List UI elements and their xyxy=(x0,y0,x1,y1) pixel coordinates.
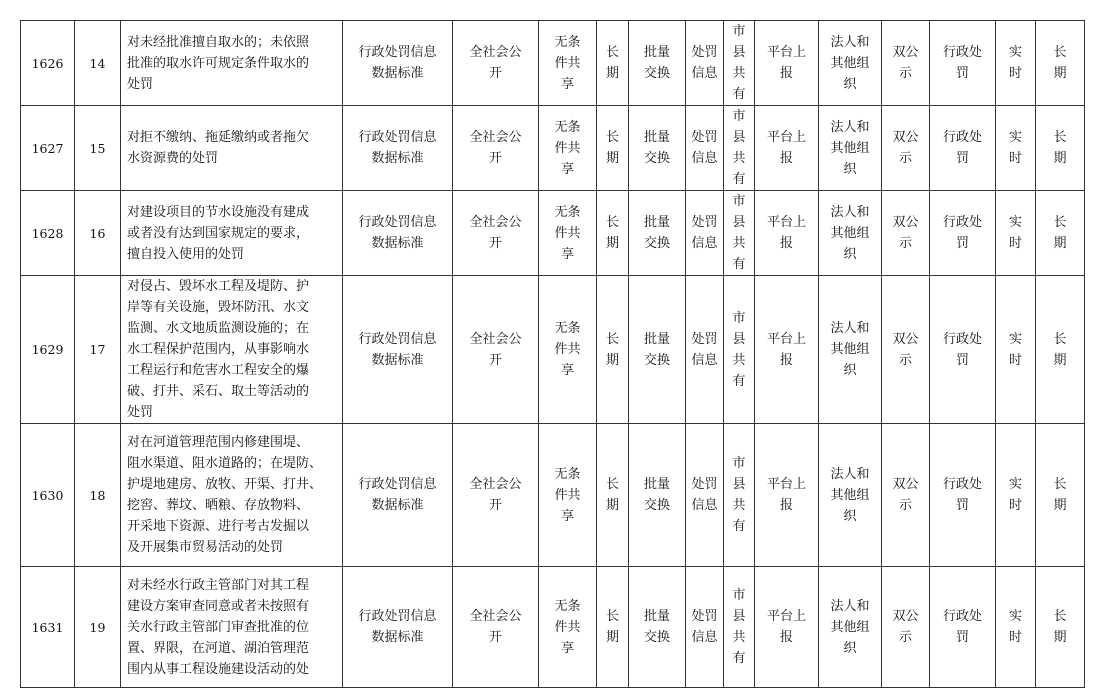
owner-cell: 市 县 共 有 xyxy=(724,191,755,276)
publicity-cell: 双公 示 xyxy=(882,191,930,276)
frequency-cell: 实 时 xyxy=(996,276,1036,424)
share-cell: 无条 件共 享 xyxy=(539,106,597,191)
owner-cell: 市 县 共 有 xyxy=(724,567,755,688)
standard-cell: 行政处罚信息 数据标准 xyxy=(343,567,453,688)
subject-cell: 法人和 其他组 织 xyxy=(819,276,882,424)
exchange-cell: 批量 交换 xyxy=(629,567,686,688)
publicity-cell: 双公 示 xyxy=(882,21,930,106)
retention-cell: 长 期 xyxy=(1036,106,1085,191)
standard-cell: 行政处罚信息 数据标准 xyxy=(343,21,453,106)
sub-cell: 18 xyxy=(75,424,121,567)
method-cell: 平台上 报 xyxy=(755,567,819,688)
type-cell: 行政处 罚 xyxy=(930,567,996,688)
item-cell: 对未经水行政主管部门对其工程 建设方案审查同意或者未按照有 关水行政主管部门审查批准的位 置、界限，在河道、湖泊管理范 围内从事工程设施建设活动的处 xyxy=(121,567,343,688)
subject-cell: 法人和 其他组 织 xyxy=(819,191,882,276)
exchange-cell: 批量 交换 xyxy=(629,276,686,424)
method-cell: 平台上 报 xyxy=(755,106,819,191)
frequency-cell: 实 时 xyxy=(996,424,1036,567)
exchange-cell: 批量 交换 xyxy=(629,191,686,276)
open-cell: 全社会公 开 xyxy=(453,106,539,191)
category-cell: 处罚 信息 xyxy=(686,191,724,276)
retention-cell: 长 期 xyxy=(1036,21,1085,106)
type-cell: 行政处 罚 xyxy=(930,191,996,276)
seq-cell: 1626 xyxy=(21,21,75,106)
item-cell: 对在河道管理范围内修建围堤、 阻水渠道、阻水道路的；在堤防、 护堤地建房、放牧、开渠、打井、 挖窖、葬坟、晒粮、存放物料、 开采地下资源、进行考古发掘以 及开展集市贸易活动的处罚 xyxy=(121,424,343,567)
seq-cell: 1630 xyxy=(21,424,75,567)
share-cell: 无条 件共 享 xyxy=(539,21,597,106)
category-cell: 处罚 信息 xyxy=(686,276,724,424)
catalog-table xyxy=(20,20,1085,688)
subject-cell: 法人和 其他组 织 xyxy=(819,106,882,191)
share-cell: 无条 件共 享 xyxy=(539,276,597,424)
sub-cell: 16 xyxy=(75,191,121,276)
share-cell: 无条 件共 享 xyxy=(539,424,597,567)
method-cell: 平台上 报 xyxy=(755,276,819,424)
category-cell: 处罚 信息 xyxy=(686,567,724,688)
publicity-cell: 双公 示 xyxy=(882,567,930,688)
share-cell: 无条 件共 享 xyxy=(539,191,597,276)
table-row xyxy=(21,276,1085,424)
item-cell: 对拒不缴纳、拖延缴纳或者拖欠 水资源费的处罚 xyxy=(121,106,343,191)
publicity-cell: 双公 示 xyxy=(882,106,930,191)
type-cell: 行政处 罚 xyxy=(930,21,996,106)
seq-cell: 1629 xyxy=(21,276,75,424)
subject-cell: 法人和 其他组 织 xyxy=(819,424,882,567)
table-row xyxy=(21,106,1085,191)
category-cell: 处罚 信息 xyxy=(686,21,724,106)
retention-cell: 长 期 xyxy=(1036,567,1085,688)
method-cell: 平台上 报 xyxy=(755,424,819,567)
open-cell: 全社会公 开 xyxy=(453,424,539,567)
frequency-cell: 实 时 xyxy=(996,106,1036,191)
category-cell: 处罚 信息 xyxy=(686,424,724,567)
item-cell: 对建设项目的节水设施没有建成 或者没有达到国家规定的要求， 擅自投入使用的处罚 xyxy=(121,191,343,276)
sub-cell: 19 xyxy=(75,567,121,688)
table-row xyxy=(21,21,1085,106)
category-cell: 处罚 信息 xyxy=(686,106,724,191)
publicity-cell: 双公 示 xyxy=(882,276,930,424)
sub-cell: 17 xyxy=(75,276,121,424)
owner-cell: 市 县 共 有 xyxy=(724,424,755,567)
open-cell: 全社会公 开 xyxy=(453,21,539,106)
seq-cell: 1627 xyxy=(21,106,75,191)
owner-cell: 市 县 共 有 xyxy=(724,106,755,191)
sub-cell: 14 xyxy=(75,21,121,106)
exchange-cell: 批量 交换 xyxy=(629,106,686,191)
frequency-cell: 实 时 xyxy=(996,191,1036,276)
open-cell: 全社会公 开 xyxy=(453,567,539,688)
standard-cell: 行政处罚信息 数据标准 xyxy=(343,276,453,424)
exchange-cell: 批量 交换 xyxy=(629,21,686,106)
standard-cell: 行政处罚信息 数据标准 xyxy=(343,424,453,567)
standard-cell: 行政处罚信息 数据标准 xyxy=(343,191,453,276)
table-row xyxy=(21,424,1085,567)
standard-cell: 行政处罚信息 数据标准 xyxy=(343,106,453,191)
table-row xyxy=(21,567,1085,688)
share-cell: 无条 件共 享 xyxy=(539,567,597,688)
retention-cell: 长 期 xyxy=(1036,424,1085,567)
open-cell: 全社会公 开 xyxy=(453,276,539,424)
update-cell: 长 期 xyxy=(597,21,629,106)
update-cell: 长 期 xyxy=(597,106,629,191)
update-cell: 长 期 xyxy=(597,424,629,567)
item-cell: 对侵占、毁坏水工程及堤防、护 岸等有关设施，毁坏防汛、水文 监测、水文地质监测设施的；在 水工程保护范围内，从事影响水 工程运行和危害水工程安全的爆 破、打井、采石、取土等活动的 处罚 xyxy=(121,276,343,424)
method-cell: 平台上 报 xyxy=(755,191,819,276)
frequency-cell: 实 时 xyxy=(996,567,1036,688)
method-cell: 平台上 报 xyxy=(755,21,819,106)
retention-cell: 长 期 xyxy=(1036,276,1085,424)
table-row xyxy=(21,191,1085,276)
seq-cell: 1628 xyxy=(21,191,75,276)
update-cell: 长 期 xyxy=(597,567,629,688)
seq-cell: 1631 xyxy=(21,567,75,688)
subject-cell: 法人和 其他组 织 xyxy=(819,21,882,106)
subject-cell: 法人和 其他组 织 xyxy=(819,567,882,688)
update-cell: 长 期 xyxy=(597,276,629,424)
owner-cell: 市 县 共 有 xyxy=(724,21,755,106)
update-cell: 长 期 xyxy=(597,191,629,276)
publicity-cell: 双公 示 xyxy=(882,424,930,567)
open-cell: 全社会公 开 xyxy=(453,191,539,276)
sub-cell: 15 xyxy=(75,106,121,191)
owner-cell: 市 县 共 有 xyxy=(724,276,755,424)
type-cell: 行政处 罚 xyxy=(930,106,996,191)
type-cell: 行政处 罚 xyxy=(930,424,996,567)
frequency-cell: 实 时 xyxy=(996,21,1036,106)
retention-cell: 长 期 xyxy=(1036,191,1085,276)
item-cell: 对未经批准擅自取水的；未依照 批准的取水许可规定条件取水的 处罚 xyxy=(121,21,343,106)
exchange-cell: 批量 交换 xyxy=(629,424,686,567)
type-cell: 行政处 罚 xyxy=(930,276,996,424)
